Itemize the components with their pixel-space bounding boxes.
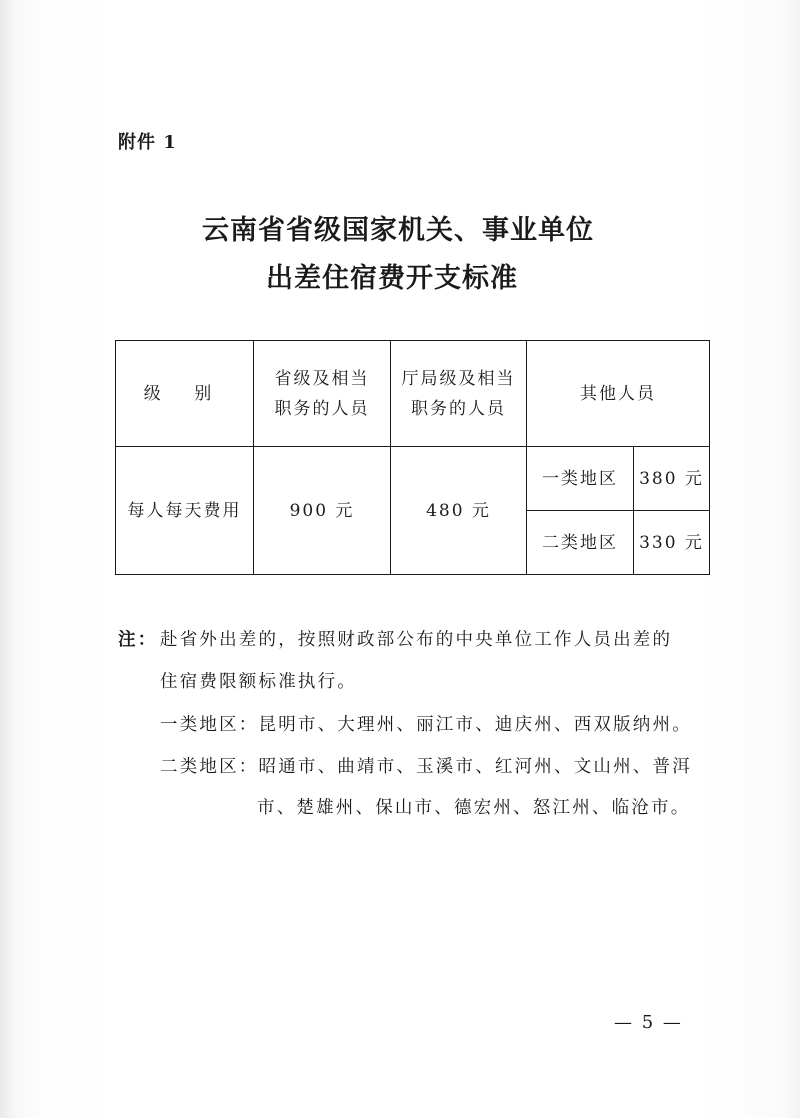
note-class2-regions-cont: 市、楚雄州、保山市、德宏州、怒江州、临沧市。: [257, 798, 691, 818]
document-title-line1: 云南省省级国家机关、事业单位: [202, 215, 594, 246]
header-others: 其他人员: [527, 341, 710, 447]
document-title-line2: 出差住宿费开支标准: [266, 263, 518, 294]
accommodation-standard-table: [115, 340, 710, 575]
region-class2: 二类地区: [527, 511, 634, 575]
region-class1: 一类地区: [527, 447, 634, 511]
table-row: [116, 447, 710, 511]
note-line1: 赴省外出差的，按照财政部公布的中央单位工作人员出差的: [160, 630, 673, 650]
header-department-line2: 职务的人员: [411, 398, 506, 419]
header-provincial-line1: 省级及相当: [274, 368, 370, 389]
header-department: [391, 341, 527, 447]
region-class2-amount: 330 元: [634, 511, 710, 575]
header-provincial: [254, 341, 391, 447]
header-level: [116, 341, 254, 447]
page-number: — 5 —: [614, 1012, 683, 1033]
attachment-label: 附件 1: [118, 132, 177, 153]
note-line2: 住宿费限额标准执行。: [160, 672, 357, 692]
row-label: 每人每天费用: [116, 447, 254, 575]
department-amount: 480 元: [391, 447, 527, 575]
table-header-row: [116, 341, 710, 447]
note-class1-regions: 一类地区：昆明市、大理州、丽江市、迪庆州、西双版纳州。: [160, 715, 692, 735]
note-prefix: 注：: [118, 630, 158, 650]
note-class2-regions: 二类地区：昭通市、曲靖市、玉溪市、红河州、文山州、普洱: [160, 757, 692, 777]
header-level-text: 级 别: [143, 383, 226, 404]
region-class1-amount: 380 元: [634, 447, 710, 511]
header-department-line1: 厅局级及相当: [401, 368, 516, 389]
header-provincial-line2: 职务的人员: [274, 398, 370, 419]
provincial-amount: 900 元: [254, 447, 391, 575]
